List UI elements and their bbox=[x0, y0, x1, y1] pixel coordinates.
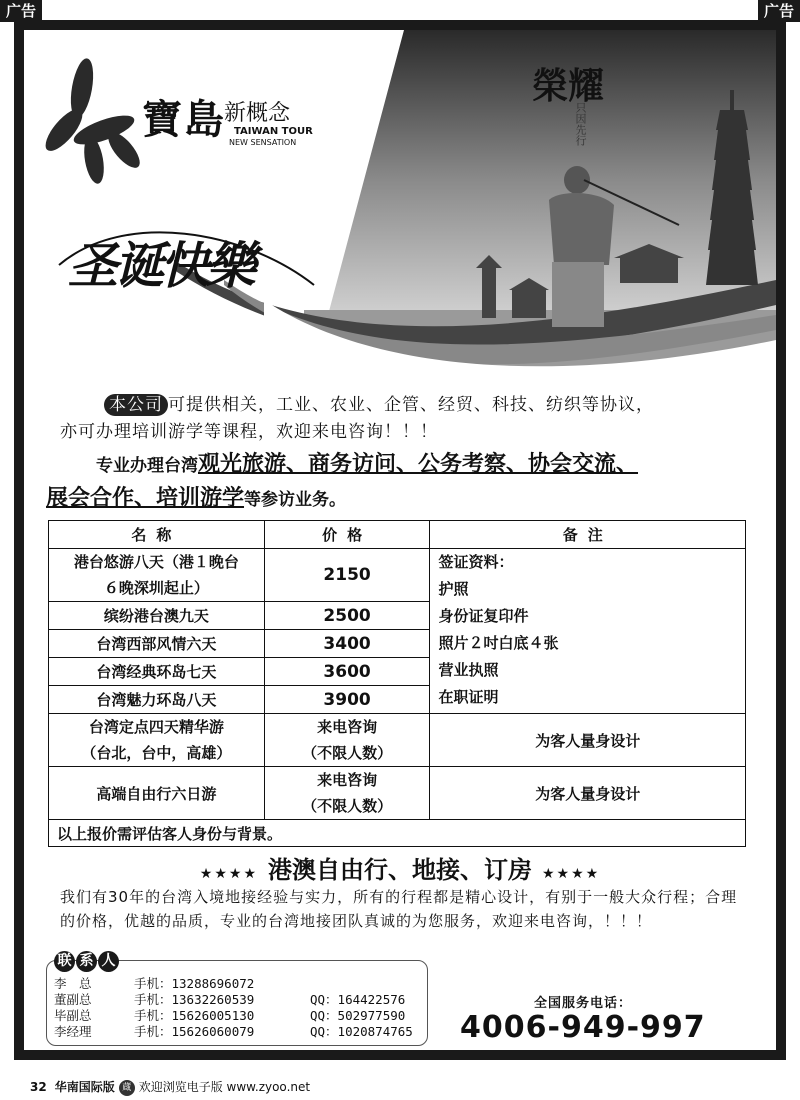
contact-title: 联 系 人 bbox=[54, 950, 120, 972]
tour-name: 港台悠游八天（港１晚台 ６晚深圳起止） bbox=[49, 549, 265, 602]
table-footer: 以上报价需评估客人身份与背景。 bbox=[49, 820, 746, 847]
ad-tag-right: 广告 bbox=[758, 0, 800, 22]
hotline-label: 全国服务电话： bbox=[534, 996, 633, 1011]
publisher-logo-icon: 蔵 bbox=[119, 1080, 135, 1096]
ad-panel: 寶島 新概念 TAIWAN TOUR NEW SENSATION 榮耀 只因先行 圣诞快樂 本公司 可提供相关，工业、农业、企管、经贸、科技、纺织等协议， 亦可办理培训游学等课程，欢迎来电咨询！！！ 专业办理台湾观光旅游、商务访问、公务考察、协会交流、 展会合作、培训游学等参访业务。 名称 价格 备注 港台悠游八天（港１晚台 ６晚深圳起止） 2150 签证资料： 护照 身份证复印件 照片２吋白底４张 营业执照 在职证明 缤纷港台澳九天 2500 台湾西部风情六天 3400 台湾经典环岛七天 3600 台湾魅力环岛八天 3900 台湾定点四天精华游 （台北，台中，高雄） 来电咨询 （不限人数） 为客人量身设计 高端自由行六日游 来电咨询 （不限人数） 为客人量身设计 以上报价需评估客人身份与背景。 ★★★★ 港澳自由行、地接、订房 ★★★★ 我们有30年的台湾入境地接经验与实力，所有的行程都是精心设计，有别于一般大众行程；合理的价格，优越的品质，专业的台湾地接团队真诚的为您服务，欢迎来电咨询，！！！ 联 系 人 李 总 手机：13288696072 董副总 手机：13632260539 QQ：164422576 毕副总 手机：15626005130 QQ：502977590 李经理 手机：15626060079 QQ：1020874765 全国服务电话： 4006-949-997 bbox=[24, 30, 776, 1050]
footer-text: 欢迎浏览电子版 www.zyoo.net bbox=[138, 1080, 311, 1094]
note-item: 身份证复印件 bbox=[438, 607, 529, 625]
experience-text: 我们有30年的台湾入境地接经验与实力，所有的行程都是精心设计，有别于一般大众行程；合理的价格，优越的品质，专业的台湾地接团队真诚的为您服务，欢迎来电咨询，！！！ bbox=[60, 888, 738, 930]
table-row bbox=[49, 549, 746, 602]
tour-price: 3400 bbox=[264, 630, 430, 658]
tour-name: 台湾西部风情六天 bbox=[49, 630, 265, 658]
slogan: 榮耀 bbox=[532, 65, 605, 107]
tour-price: 来电咨询 （不限人数） bbox=[264, 767, 430, 820]
tour-name: 缤纷港台澳九天 bbox=[49, 602, 265, 630]
tour-note: 为客人量身设计 bbox=[430, 767, 746, 820]
christmas-greeting: 圣诞快樂 bbox=[68, 236, 252, 295]
note-item: 照片２吋白底４张 bbox=[438, 634, 559, 652]
stars-left: ★★★★ bbox=[199, 866, 258, 882]
table-row bbox=[49, 767, 746, 820]
services-big-1: 观光旅游、商务访问、公务考察、协会交流、 bbox=[198, 452, 639, 477]
logo-cn-sub: 新概念 bbox=[224, 101, 291, 126]
company-badge: 本公司 bbox=[104, 394, 168, 416]
tour-name: 高端自由行六日游 bbox=[49, 767, 265, 820]
table-header-row bbox=[49, 521, 746, 549]
tour-price: 2150 bbox=[264, 549, 430, 602]
stars-right: ★★★★ bbox=[542, 866, 601, 882]
intro-line-2: 亦可办理培训游学等课程，欢迎来电咨询！！！ bbox=[60, 422, 438, 442]
page-number: 32 bbox=[30, 1080, 47, 1094]
tour-name: 台湾经典环岛七天 bbox=[49, 658, 265, 686]
note-item: 在职证明 bbox=[438, 688, 499, 706]
visa-notes bbox=[430, 549, 746, 714]
note-item: 签证资料： bbox=[438, 553, 514, 571]
logo-mark bbox=[40, 57, 145, 185]
header-name: 名称 bbox=[49, 521, 265, 549]
edition-name: 华南国际版 bbox=[54, 1080, 115, 1094]
hero-illustration bbox=[24, 30, 776, 385]
tour-note: 为客人量身设计 bbox=[430, 714, 746, 767]
table-row bbox=[49, 714, 746, 767]
banner-text: 港澳自由行、地接、订房 bbox=[268, 856, 532, 884]
slogan-sub: 只因先行 bbox=[574, 102, 587, 146]
note-item: 营业执照 bbox=[438, 661, 499, 679]
tour-name: 台湾魅力环岛八天 bbox=[49, 686, 265, 714]
table-footer-row bbox=[49, 820, 746, 847]
services-pre: 专业办理台湾 bbox=[96, 456, 198, 476]
price-table bbox=[48, 520, 746, 847]
services-big-2: 展会合作、培训游学 bbox=[46, 486, 245, 511]
tour-price: 2500 bbox=[264, 602, 430, 630]
ad-tag-left: 广告 bbox=[0, 0, 42, 22]
tour-price: 3900 bbox=[264, 686, 430, 714]
note-item: 护照 bbox=[438, 580, 469, 598]
logo-cn: 寶島 bbox=[142, 96, 226, 143]
page-footer bbox=[30, 1078, 310, 1096]
banner-line bbox=[24, 850, 776, 885]
tour-price: 来电咨询 （不限人数） bbox=[264, 714, 430, 767]
hotline-number: 4006-949-997 bbox=[460, 1010, 706, 1045]
intro-line-1: 可提供相关，工业、农业、企管、经贸、科技、纺织等协议， bbox=[168, 395, 654, 415]
intro-text bbox=[60, 392, 760, 446]
tour-price: 3600 bbox=[264, 658, 430, 686]
header-price: 价格 bbox=[264, 521, 430, 549]
tour-name: 台湾定点四天精华游 （台北，台中，高雄） bbox=[49, 714, 265, 767]
header-notes: 备注 bbox=[430, 521, 746, 549]
services-post: 等参访业务。 bbox=[244, 490, 347, 510]
hero-banner bbox=[24, 30, 776, 385]
logo-en-sub: NEW SENSATION bbox=[229, 138, 297, 147]
logo-en: TAIWAN TOUR bbox=[234, 126, 313, 137]
